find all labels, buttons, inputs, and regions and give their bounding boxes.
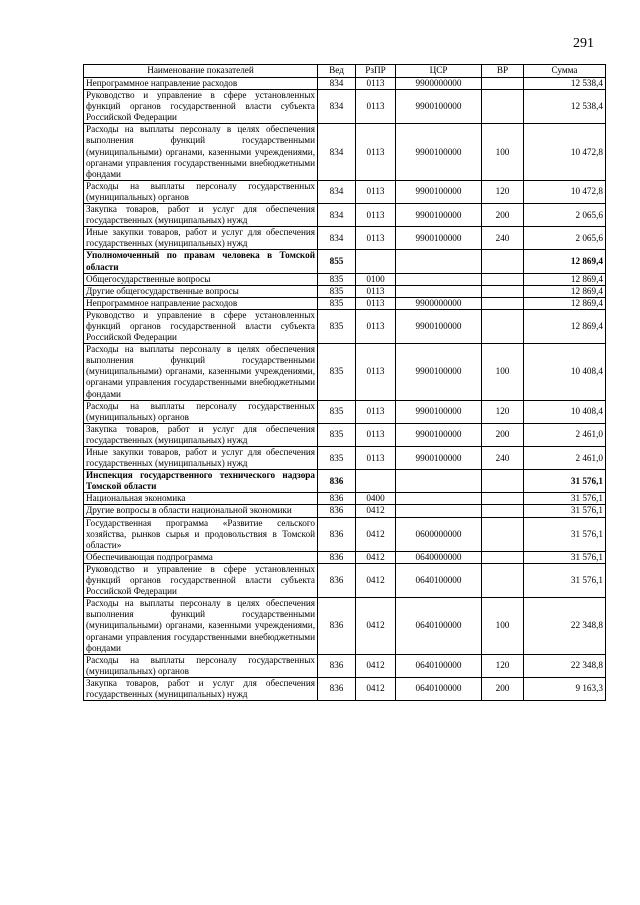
cell-rzpr: 0113 [356,78,396,90]
table-row [84,423,606,446]
cell-sum: 9 163,3 [524,677,606,700]
cell-name: Руководство и управление в сфере установленных функций органов государственной власти субъекта Российской Федерации [84,309,318,343]
table-row [84,551,606,563]
cell-ved: 835 [318,344,356,400]
cell-sum: 31 576,1 [524,493,606,505]
cell-vr [482,285,524,297]
cell-vr [482,517,524,551]
cell-ved: 835 [318,273,356,285]
cell-sum: 10 408,4 [524,400,606,423]
cell-sum: 10 472,8 [524,180,606,203]
table-row [84,344,606,400]
cell-ved: 834 [318,180,356,203]
cell-rzpr: 0113 [356,309,396,343]
cell-rzpr: 0113 [356,204,396,227]
cell-vr [482,90,524,124]
cell-sum: 22 348,8 [524,598,606,654]
cell-ved: 834 [318,78,356,90]
cell-name: Закупка товаров, работ и услуг для обеспечения государственных (муниципальных) нужд [84,677,318,700]
cell-csr: 0640100000 [396,598,482,654]
header-csr: ЦСР [396,65,482,78]
page-number: 291 [573,36,594,51]
cell-csr: 9900100000 [396,400,482,423]
cell-sum: 12 869,4 [524,285,606,297]
cell-name: Общегосударственные вопросы [84,273,318,285]
cell-csr [396,505,482,517]
header-sum: Сумма [524,65,606,78]
cell-csr: 9900100000 [396,447,482,470]
table-row [84,309,606,343]
cell-ved: 836 [318,470,356,493]
table-row [84,78,606,90]
cell-name: Расходы на выплаты персоналу государственных (муниципальных) органов [84,400,318,423]
cell-rzpr: 0100 [356,273,396,285]
cell-csr [396,250,482,273]
cell-name: Иные закупки товаров, работ и услуг для обеспечения государственных (муниципальных) нужд [84,447,318,470]
header-ved: Вед [318,65,356,78]
cell-rzpr: 0113 [356,423,396,446]
cell-name: Непрограммное направление расходов [84,297,318,309]
cell-rzpr: 0113 [356,297,396,309]
cell-ved: 855 [318,250,356,273]
cell-csr: 0600000000 [396,517,482,551]
cell-name: Другие общегосударственные вопросы [84,285,318,297]
cell-ved: 836 [318,493,356,505]
table-header-row [84,65,606,78]
table-row [84,297,606,309]
cell-vr [482,250,524,273]
cell-rzpr: 0113 [356,344,396,400]
cell-ved: 835 [318,309,356,343]
cell-vr: 120 [482,400,524,423]
cell-csr: 9900000000 [396,78,482,90]
cell-ved: 835 [318,447,356,470]
header-name: Наименование показателей [84,65,318,78]
cell-sum: 2 461,0 [524,423,606,446]
cell-name: Расходы на выплаты персоналу в целях обеспечения выполнения функций государственными (муниципальными) органами, казенными учреждениями, органами управления государственными внебюджетными фондами [84,124,318,180]
table-row [84,598,606,654]
cell-vr: 120 [482,180,524,203]
cell-csr: 9900100000 [396,180,482,203]
cell-sum: 2 065,6 [524,227,606,250]
cell-vr [482,470,524,493]
cell-sum: 31 576,1 [524,563,606,597]
cell-csr: 9900100000 [396,90,482,124]
table-row [84,180,606,203]
cell-rzpr: 0113 [356,180,396,203]
cell-csr: 9900100000 [396,124,482,180]
cell-ved: 836 [318,563,356,597]
cell-name: Иные закупки товаров, работ и услуг для обеспечения государственных (муниципальных) нужд [84,227,318,250]
cell-vr: 200 [482,423,524,446]
cell-ved: 836 [318,598,356,654]
cell-ved: 835 [318,285,356,297]
cell-rzpr: 0412 [356,563,396,597]
budget-table [83,64,606,701]
cell-ved: 836 [318,654,356,677]
cell-rzpr: 0113 [356,90,396,124]
cell-rzpr: 0113 [356,400,396,423]
cell-rzpr: 0412 [356,505,396,517]
cell-rzpr [356,470,396,493]
cell-ved: 836 [318,505,356,517]
cell-name: Уполномоченный по правам человека в Томской области [84,250,318,273]
cell-ved: 835 [318,400,356,423]
cell-ved: 834 [318,204,356,227]
cell-rzpr: 0400 [356,493,396,505]
cell-name: Национальная экономика [84,493,318,505]
cell-name: Закупка товаров, работ и услуг для обеспечения государственных (муниципальных) нужд [84,204,318,227]
cell-rzpr: 0113 [356,124,396,180]
cell-vr: 200 [482,204,524,227]
cell-csr: 9900100000 [396,344,482,400]
cell-sum: 22 348,8 [524,654,606,677]
cell-name: Руководство и управление в сфере установленных функций органов государственной власти субъекта Российской Федерации [84,90,318,124]
cell-sum: 31 576,1 [524,505,606,517]
table-row [84,654,606,677]
table-row [84,447,606,470]
header-vr: ВР [482,65,524,78]
cell-csr [396,285,482,297]
cell-rzpr: 0412 [356,517,396,551]
table-row [84,493,606,505]
cell-name: Расходы на выплаты персоналу государственных (муниципальных) органов [84,180,318,203]
cell-ved: 835 [318,297,356,309]
cell-vr [482,505,524,517]
table-row [84,677,606,700]
cell-vr: 120 [482,654,524,677]
cell-ved: 836 [318,517,356,551]
cell-sum: 2 065,6 [524,204,606,227]
cell-sum: 31 576,1 [524,517,606,551]
cell-csr: 0640100000 [396,563,482,597]
cell-rzpr: 0113 [356,285,396,297]
cell-sum: 12 869,4 [524,273,606,285]
table-row [84,227,606,250]
cell-vr: 100 [482,344,524,400]
table-row [84,273,606,285]
cell-sum: 10 472,8 [524,124,606,180]
cell-sum: 12 869,4 [524,250,606,273]
cell-rzpr: 0412 [356,598,396,654]
cell-vr: 100 [482,598,524,654]
cell-vr [482,309,524,343]
cell-csr: 0640100000 [396,654,482,677]
cell-name: Государственная программа «Развитие сельского хозяйства, рынков сырья и продовольствия в Томской области» [84,517,318,551]
table-row [84,505,606,517]
table-row [84,124,606,180]
cell-name: Руководство и управление в сфере установленных функций органов государственной власти субъекта Российской Федерации [84,563,318,597]
cell-csr: 9900100000 [396,204,482,227]
cell-sum: 31 576,1 [524,470,606,493]
cell-name: Непрограммное направление расходов [84,78,318,90]
cell-rzpr: 0113 [356,227,396,250]
cell-ved: 834 [318,124,356,180]
table-row [84,250,606,273]
cell-ved: 836 [318,677,356,700]
cell-ved: 834 [318,90,356,124]
cell-sum: 12 538,4 [524,78,606,90]
cell-vr [482,78,524,90]
cell-csr: 9900000000 [396,297,482,309]
cell-csr: 9900100000 [396,227,482,250]
cell-name: Расходы на выплаты персоналу в целях обеспечения выполнения функций государственными (муниципальными) органами, казенными учреждениями, органами управления государственными внебюджетными фондами [84,344,318,400]
cell-sum: 2 461,0 [524,447,606,470]
cell-csr [396,493,482,505]
cell-rzpr: 0113 [356,447,396,470]
cell-csr: 0640000000 [396,551,482,563]
cell-sum: 12 538,4 [524,90,606,124]
cell-vr: 200 [482,677,524,700]
cell-vr [482,493,524,505]
table-body [84,78,606,701]
cell-vr [482,273,524,285]
cell-rzpr [356,250,396,273]
table-row [84,563,606,597]
cell-csr [396,273,482,285]
cell-sum: 10 408,4 [524,344,606,400]
cell-name: Расходы на выплаты персоналу в целях обеспечения выполнения функций государственными (муниципальными) органами, казенными учреждениями, органами управления государственными внебюджетными фондами [84,598,318,654]
cell-rzpr: 0412 [356,654,396,677]
cell-name: Обеспечивающая подпрограмма [84,551,318,563]
table-row [84,517,606,551]
cell-name: Закупка товаров, работ и услуг для обеспечения государственных (муниципальных) нужд [84,423,318,446]
cell-vr [482,297,524,309]
cell-rzpr: 0412 [356,551,396,563]
cell-csr: 9900100000 [396,309,482,343]
cell-csr: 9900100000 [396,423,482,446]
cell-name: Инспекция государственного технического надзора Томской области [84,470,318,493]
cell-ved: 834 [318,227,356,250]
cell-vr: 100 [482,124,524,180]
cell-sum: 31 576,1 [524,551,606,563]
cell-sum: 12 869,4 [524,309,606,343]
cell-vr: 240 [482,447,524,470]
table-row [84,285,606,297]
table-row [84,400,606,423]
cell-sum: 12 869,4 [524,297,606,309]
cell-ved: 836 [318,551,356,563]
cell-csr [396,470,482,493]
table-row [84,204,606,227]
cell-rzpr: 0412 [356,677,396,700]
cell-vr [482,563,524,597]
cell-ved: 835 [318,423,356,446]
cell-vr [482,551,524,563]
cell-name: Расходы на выплаты персоналу государственных (муниципальных) органов [84,654,318,677]
cell-vr: 240 [482,227,524,250]
cell-csr: 0640100000 [396,677,482,700]
table-row [84,90,606,124]
header-rzpr: РзПР [356,65,396,78]
table-row [84,470,606,493]
cell-name: Другие вопросы в области национальной экономики [84,505,318,517]
